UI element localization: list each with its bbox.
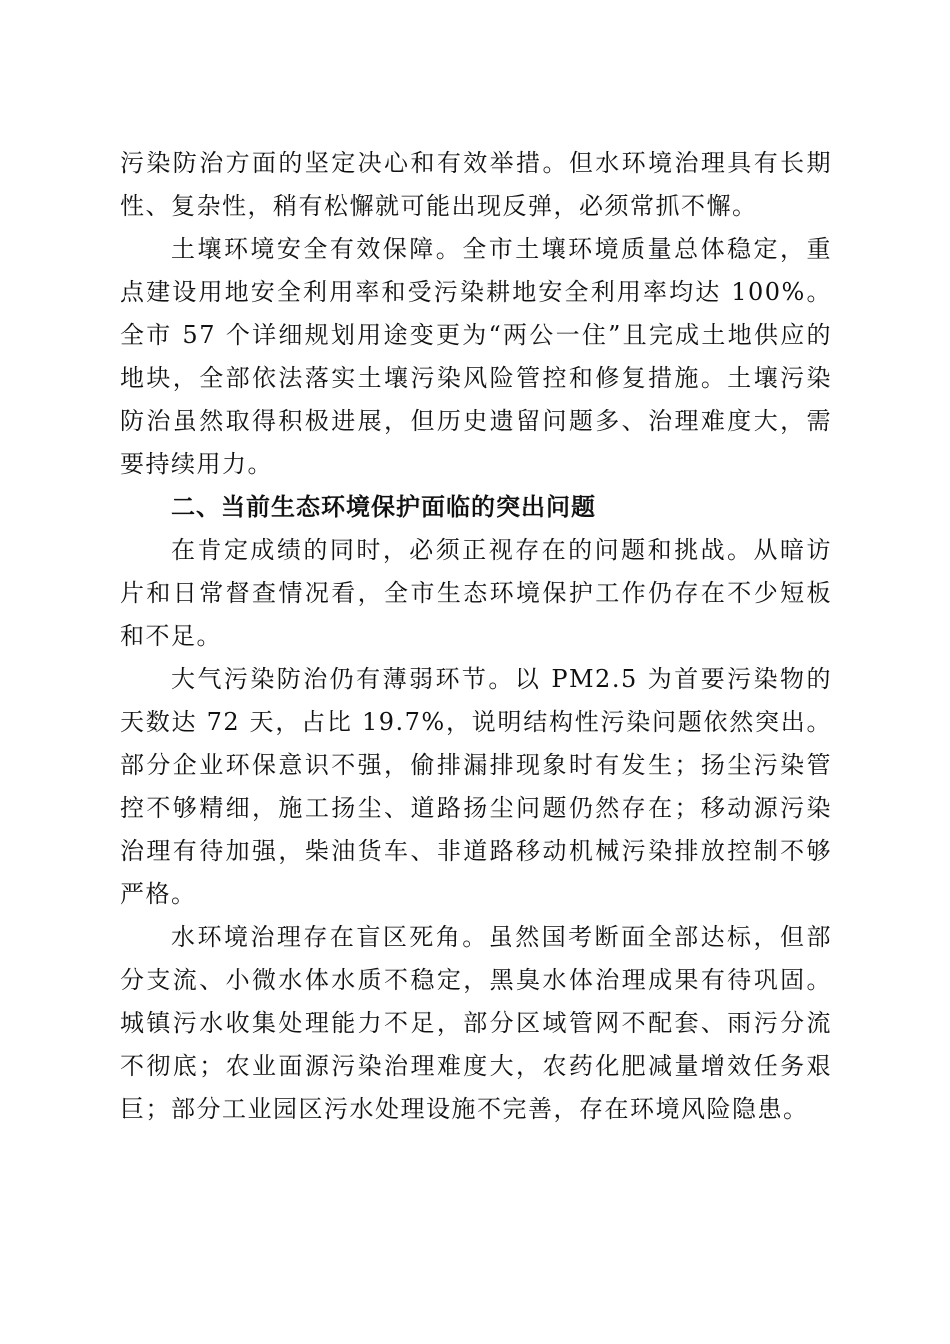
paragraph-air-pollution: 大气污染防治仍有薄弱环节。以 PM2.5 为首要污染物的天数达 72 天，占比 19.7%，说明结构性污染问题依然突出。部分企业环保意识不强，偷排漏排现象时有发生；扬尘污染管控不够精细，施工扬尘、道路扬尘问题仍然存在；移动源污染治理有待加强，柴油货车、非道路移动机械污染排放控制不够严格。 bbox=[120, 665, 832, 908]
paragraph-continuation: 污染防治方面的坚定决心和有效举措。但水环境治理具有长期性、复杂性，稍有松懈就可能出现反弹，必须常抓不懈。 bbox=[120, 149, 832, 220]
paragraph-problems-intro: 在肯定成绩的同时，必须正视存在的问题和挑战。从暗访片和日常督查情况看，全市生态环境保护工作仍存在不少短板和不足。 bbox=[120, 536, 832, 650]
document-body bbox=[120, 142, 832, 1131]
paragraph-soil-safety: 土壤环境安全有效保障。全市土壤环境质量总体稳定，重点建设用地安全利用率和受污染耕地安全利用率均达 100%。全市 57 个详细规划用途变更为“两公一住”且完成土地供应的地块，全部依法落实土壤污染风险管控和修复措施。土壤污染防治虽然取得积极进展，但历史遗留问题多、治理难度大，需要持续用力。 bbox=[120, 235, 832, 478]
paragraph-water-environment: 水环境治理存在盲区死角。虽然国考断面全部达标，但部分支流、小微水体水质不稳定，黑臭水体治理成果有待巩固。城镇污水收集处理能力不足，部分区域管网不配套、雨污分流不彻底；农业面源污染治理难度大，农药化肥减量增效任务艰巨；部分工业园区污水处理设施不完善，存在环境风险隐患。 bbox=[120, 923, 832, 1123]
section-heading: 二、当前生态环境保护面临的突出问题 bbox=[171, 493, 596, 521]
